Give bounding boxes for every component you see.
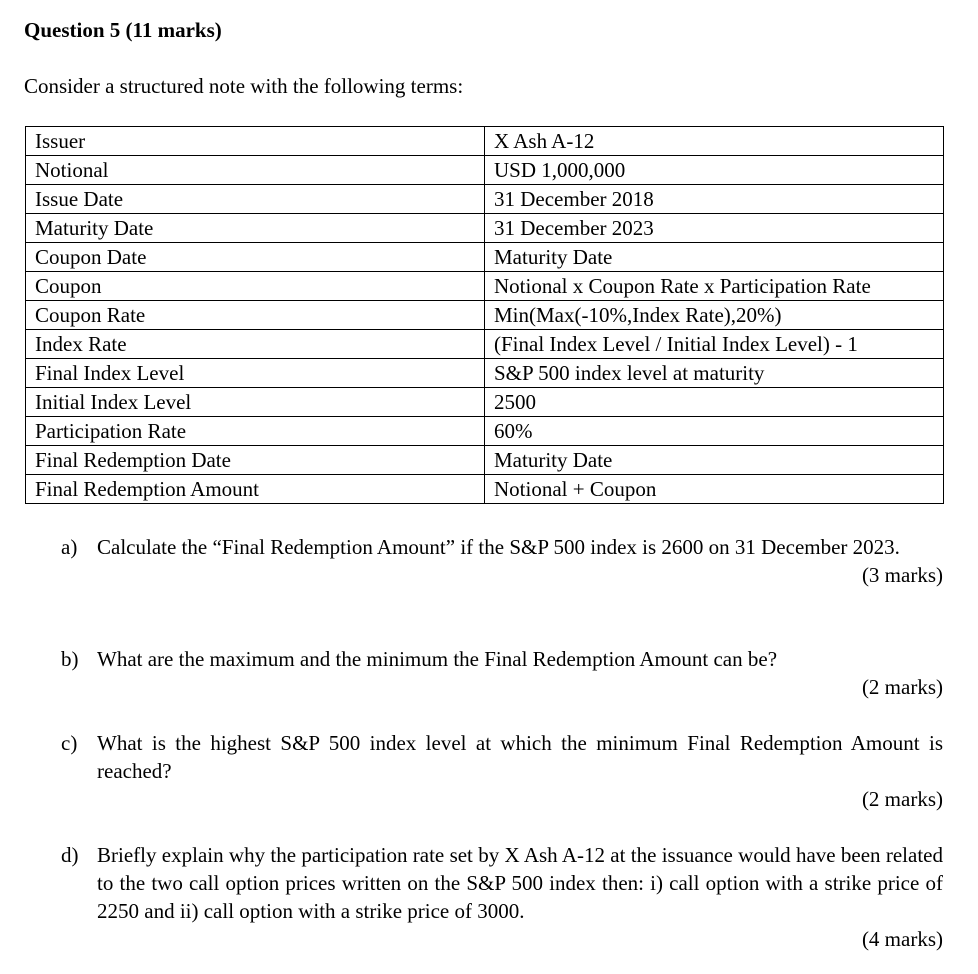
table-row xyxy=(26,359,944,388)
question-title: Question 5 (11 marks) xyxy=(24,18,222,42)
part-marks: (3 marks) xyxy=(861,563,943,587)
table-row xyxy=(26,185,944,214)
term-name: Index Rate xyxy=(26,330,485,359)
term-name: Initial Index Level xyxy=(26,388,485,417)
part-d xyxy=(61,841,943,953)
term-value: 2500 xyxy=(485,388,944,417)
table-row xyxy=(26,243,944,272)
table-row xyxy=(26,127,944,156)
term-value: 60% xyxy=(485,417,944,446)
part-b xyxy=(61,645,943,701)
table-row xyxy=(26,330,944,359)
term-value: Notional x Coupon Rate x Participation Rate xyxy=(485,272,944,301)
part-c xyxy=(61,729,943,813)
part-text: What are the maximum and the minimum the Final Redemption Amount can be? xyxy=(97,647,778,671)
question-intro: Consider a structured note with the following terms: xyxy=(24,74,464,98)
part-marks: (2 marks) xyxy=(861,675,943,699)
term-name: Final Index Level xyxy=(26,359,485,388)
part-marks: (2 marks) xyxy=(861,787,943,811)
term-name: Final Redemption Amount xyxy=(26,475,485,504)
table-row xyxy=(26,301,944,330)
term-value: S&P 500 index level at maturity xyxy=(485,359,944,388)
table-row xyxy=(26,388,944,417)
part-text: What is the highest S&P 500 index level at which the minimum Final Redemption Amount is reached? xyxy=(97,731,943,783)
part-text: Calculate the “Final Redemption Amount” if the S&P 500 index is 2600 on 31 December 2023. xyxy=(97,535,900,559)
term-name: Coupon xyxy=(26,272,485,301)
part-marks: (4 marks) xyxy=(861,927,943,951)
table-row xyxy=(26,272,944,301)
term-name: Issue Date xyxy=(26,185,485,214)
term-name: Notional xyxy=(26,156,485,185)
term-name: Participation Rate xyxy=(26,417,485,446)
part-text: Briefly explain why the participation rate set by X Ash A-12 at the issuance would have been related to the two call option prices written on the S&P 500 index then: i) call option with a strike price of 2250 and ii) call option with a strike price of 3000. xyxy=(97,843,943,923)
table-row xyxy=(26,417,944,446)
part-label: a) xyxy=(61,535,78,559)
term-name: Coupon Date xyxy=(26,243,485,272)
term-value: (Final Index Level / Initial Index Level) - 1 xyxy=(485,330,944,359)
term-value: Notional + Coupon xyxy=(485,475,944,504)
table-row xyxy=(26,475,944,504)
term-name: Maturity Date xyxy=(26,214,485,243)
part-label: b) xyxy=(61,647,79,671)
term-name: Final Redemption Date xyxy=(26,446,485,475)
table-row xyxy=(26,214,944,243)
part-a xyxy=(61,533,943,589)
term-value: Min(Max(-10%,Index Rate),20%) xyxy=(485,301,944,330)
term-value: Maturity Date xyxy=(485,243,944,272)
term-value: Maturity Date xyxy=(485,446,944,475)
term-value: 31 December 2018 xyxy=(485,185,944,214)
term-value: USD 1,000,000 xyxy=(485,156,944,185)
part-label: d) xyxy=(61,843,79,867)
term-value: X Ash A-12 xyxy=(485,127,944,156)
term-name: Coupon Rate xyxy=(26,301,485,330)
part-label: c) xyxy=(61,731,78,755)
term-value: 31 December 2023 xyxy=(485,214,944,243)
table-row xyxy=(26,156,944,185)
table-row xyxy=(26,446,944,475)
terms-table xyxy=(25,126,944,504)
term-name: Issuer xyxy=(26,127,485,156)
